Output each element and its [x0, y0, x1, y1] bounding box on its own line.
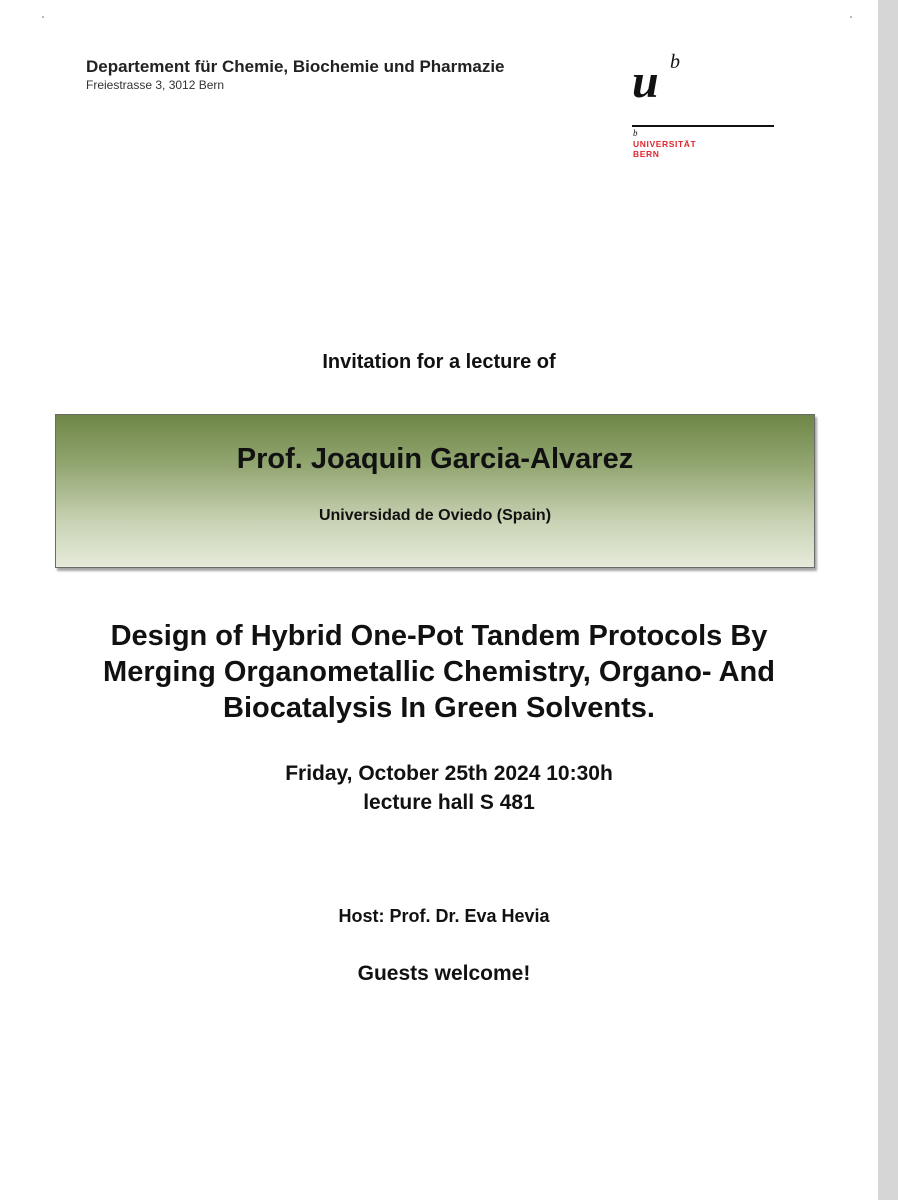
speaker-affiliation: Universidad de Oviedo (Spain): [318, 507, 552, 524]
lecture-title-line1: Design of Hybrid One-Pot Tandem Protocols By: [110, 620, 768, 652]
corner-crop-mark: [42, 16, 44, 18]
logo-university-name: [633, 140, 696, 160]
logo-b-superscript: b: [670, 51, 680, 73]
viewer-gutter: [878, 0, 898, 1200]
lecture-location: lecture hall S 481: [363, 791, 535, 814]
logo-name-line2: BERN: [633, 148, 660, 159]
logo-u-letter: u: [632, 55, 659, 108]
lecture-title-line2: Merging Organometallic Chemistry, Organo- And: [103, 656, 775, 688]
speaker-name: Prof. Joaquin Garcia-Alvarez: [236, 443, 634, 475]
logo-b-small: b: [633, 128, 638, 138]
lecture-title-line3: Biocatalysis In Green Solvents.: [223, 692, 655, 724]
department-address: Freiestrasse 3, 3012 Bern: [86, 78, 225, 92]
guests-welcome: Guests welcome!: [357, 962, 531, 985]
department-name: Departement für Chemie, Biochemie und Pharmazie: [86, 57, 505, 76]
lecture-title: [40, 618, 838, 726]
speaker-box: [55, 414, 815, 568]
corner-crop-mark: [850, 16, 852, 18]
logo-name-line1: UNIVERSITÄT: [633, 139, 697, 149]
lecture-date: Friday, October 25th 2024 10:30h: [285, 762, 613, 785]
host-name: Host: Prof. Dr. Eva Hevia: [338, 906, 550, 926]
invitation-heading: Invitation for a lecture of: [322, 351, 556, 373]
university-logo: [630, 48, 780, 178]
logo-rule: [632, 125, 774, 127]
